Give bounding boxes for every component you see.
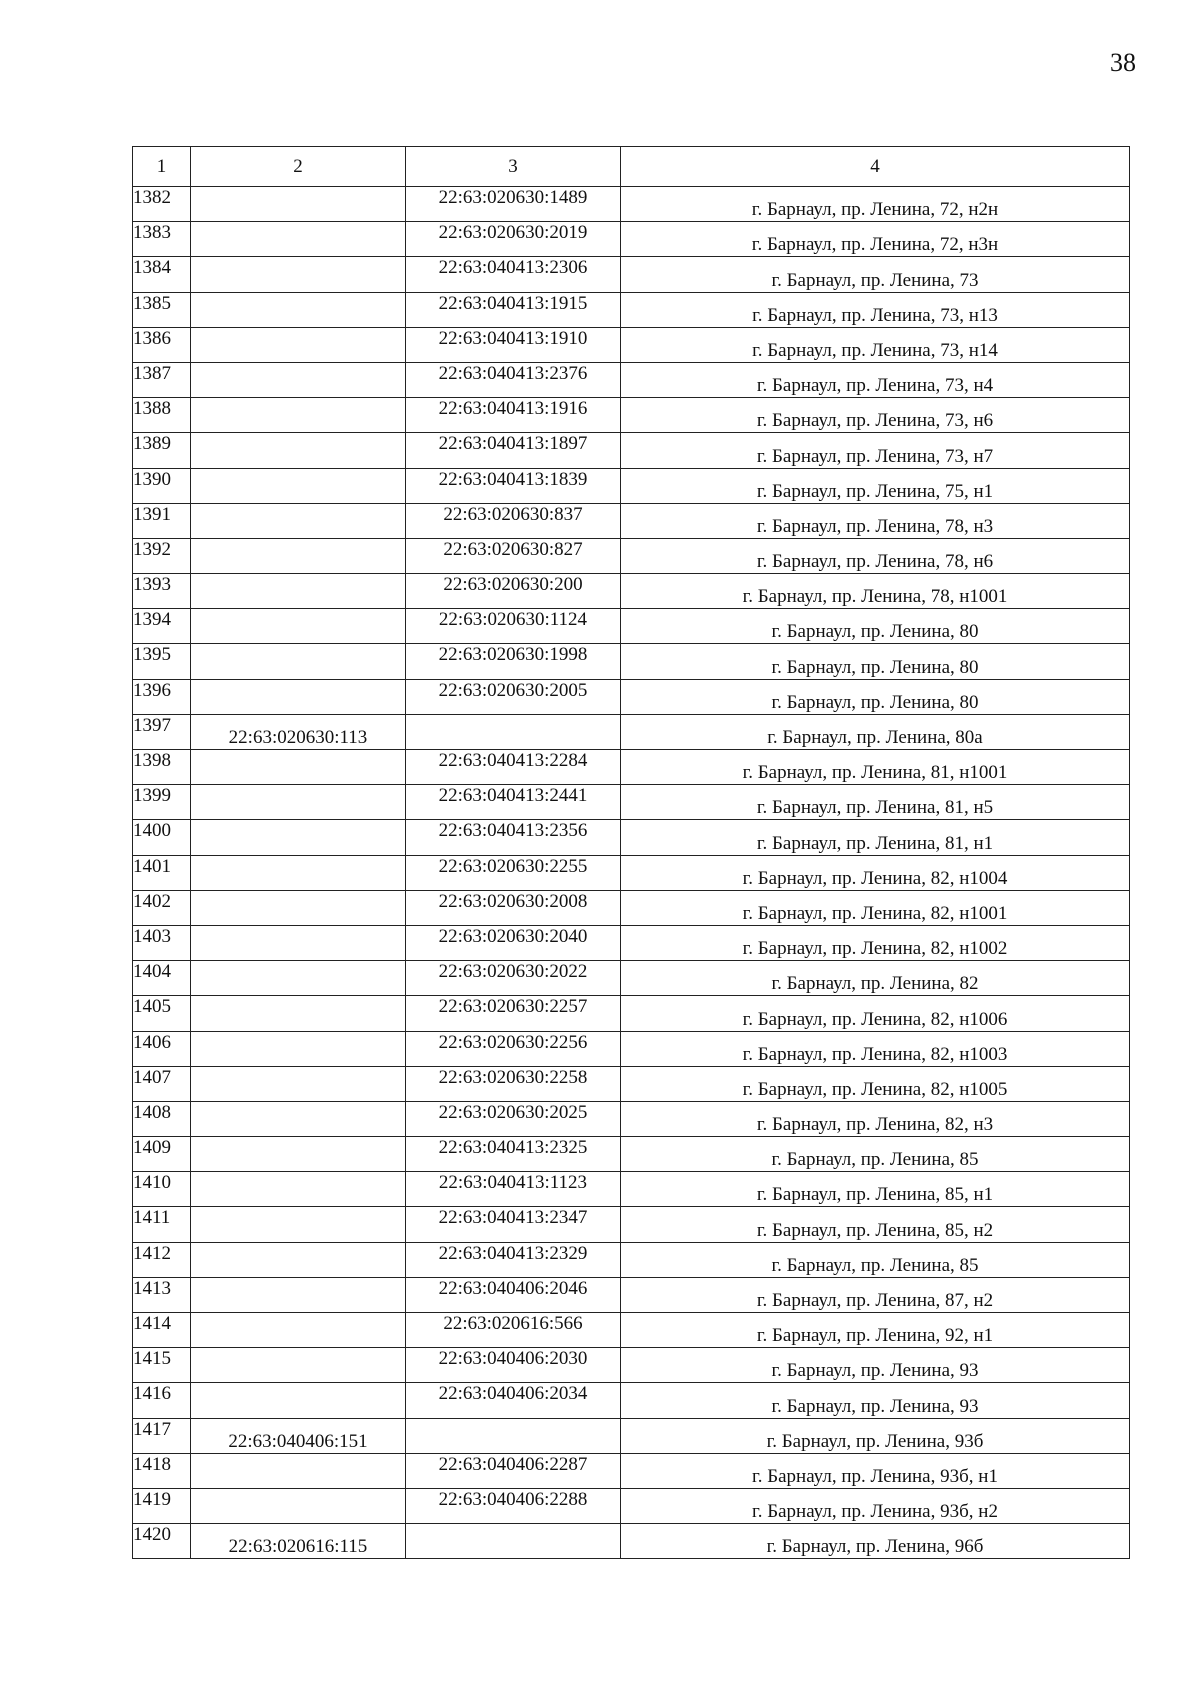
object-cadastral-number-cell: 22:63:040413:1915: [406, 292, 621, 327]
object-cadastral-number-cell: 22:63:040413:2356: [406, 820, 621, 855]
row-number-cell: 1415: [133, 1348, 191, 1383]
object-cadastral-number-cell: 22:63:020630:2255: [406, 855, 621, 890]
row-number-cell: 1398: [133, 750, 191, 785]
row-number-cell: 1387: [133, 362, 191, 397]
row-number-cell: 1393: [133, 574, 191, 609]
object-cadastral-number-cell: 22:63:040406:2030: [406, 1348, 621, 1383]
row-number-cell: 1391: [133, 503, 191, 538]
address-cell: г. Барнаул, пр. Ленина, 72, н2н: [621, 187, 1130, 222]
object-cadastral-number-cell: 22:63:040413:1910: [406, 327, 621, 362]
row-number-cell: 1412: [133, 1242, 191, 1277]
address-cell: г. Барнаул, пр. Ленина, 73, н13: [621, 292, 1130, 327]
row-number-cell: 1410: [133, 1172, 191, 1207]
address-cell: г. Барнаул, пр. Ленина, 80: [621, 644, 1130, 679]
row-number-cell: 1382: [133, 187, 191, 222]
address-cell: г. Барнаул, пр. Ленина, 87, н2: [621, 1277, 1130, 1312]
land-cadastral-number-cell: [191, 1242, 406, 1277]
object-cadastral-number-cell: 22:63:040413:2329: [406, 1242, 621, 1277]
header-col-4: 4: [621, 147, 1130, 187]
land-cadastral-number-cell: [191, 433, 406, 468]
address-cell: г. Барнаул, пр. Ленина, 72, н3н: [621, 222, 1130, 257]
table-row: [133, 609, 1130, 644]
address-cell: г. Барнаул, пр. Ленина, 82, н1001: [621, 890, 1130, 925]
header-col-3: 3: [406, 147, 621, 187]
object-cadastral-number-cell: 22:63:040413:1897: [406, 433, 621, 468]
register-table: [132, 146, 1130, 1559]
table-row: [133, 890, 1130, 925]
address-cell: г. Барнаул, пр. Ленина, 80: [621, 679, 1130, 714]
table-row: [133, 1207, 1130, 1242]
object-cadastral-number-cell: 22:63:020630:2008: [406, 890, 621, 925]
land-cadastral-number-cell: [191, 257, 406, 292]
address-cell: г. Барнаул, пр. Ленина, 96б: [621, 1524, 1130, 1559]
object-cadastral-number-cell: 22:63:040406:2287: [406, 1453, 621, 1488]
table-row: [133, 785, 1130, 820]
land-cadastral-number-cell: [191, 1383, 406, 1418]
table-row: [133, 1418, 1130, 1453]
row-number-cell: 1397: [133, 714, 191, 749]
header-col-1: 1: [133, 147, 191, 187]
land-cadastral-number-cell: [191, 292, 406, 327]
table-row: [133, 1488, 1130, 1523]
object-cadastral-number-cell: 22:63:020630:1489: [406, 187, 621, 222]
object-cadastral-number-cell: 22:63:040413:1916: [406, 398, 621, 433]
address-cell: г. Барнаул, пр. Ленина, 93: [621, 1348, 1130, 1383]
address-cell: г. Барнаул, пр. Ленина, 73, н4: [621, 362, 1130, 397]
object-cadastral-number-cell: 22:63:040413:2325: [406, 1137, 621, 1172]
object-cadastral-number-cell: 22:63:020630:2022: [406, 961, 621, 996]
table-row: [133, 187, 1130, 222]
table-row: [133, 925, 1130, 960]
table-row: [133, 1172, 1130, 1207]
land-cadastral-number-cell: [191, 1101, 406, 1136]
row-number-cell: 1411: [133, 1207, 191, 1242]
object-cadastral-number-cell: 22:63:040413:2284: [406, 750, 621, 785]
table-row: [133, 1137, 1130, 1172]
address-cell: г. Барнаул, пр. Ленина, 93б, н2: [621, 1488, 1130, 1523]
row-number-cell: 1392: [133, 538, 191, 573]
row-number-cell: 1390: [133, 468, 191, 503]
table-row: [133, 961, 1130, 996]
row-number-cell: 1418: [133, 1453, 191, 1488]
object-cadastral-number-cell: [406, 1524, 621, 1559]
row-number-cell: 1386: [133, 327, 191, 362]
address-cell: г. Барнаул, пр. Ленина, 82, н1002: [621, 925, 1130, 960]
address-cell: г. Барнаул, пр. Ленина, 80: [621, 609, 1130, 644]
row-number-cell: 1400: [133, 820, 191, 855]
row-number-cell: 1414: [133, 1313, 191, 1348]
table-row: [133, 327, 1130, 362]
land-cadastral-number-cell: [191, 503, 406, 538]
land-cadastral-number-cell: [191, 1172, 406, 1207]
address-cell: г. Барнаул, пр. Ленина, 85: [621, 1242, 1130, 1277]
address-cell: г. Барнаул, пр. Ленина, 85: [621, 1137, 1130, 1172]
address-cell: г. Барнаул, пр. Ленина, 81, н1001: [621, 750, 1130, 785]
table-row: [133, 362, 1130, 397]
address-cell: г. Барнаул, пр. Ленина, 81, н1: [621, 820, 1130, 855]
address-cell: г. Барнаул, пр. Ленина, 78, н3: [621, 503, 1130, 538]
object-cadastral-number-cell: 22:63:020630:2257: [406, 996, 621, 1031]
row-number-cell: 1401: [133, 855, 191, 890]
table-row: [133, 1242, 1130, 1277]
land-cadastral-number-cell: [191, 362, 406, 397]
object-cadastral-number-cell: [406, 714, 621, 749]
address-cell: г. Барнаул, пр. Ленина, 82, н1003: [621, 1031, 1130, 1066]
address-cell: г. Барнаул, пр. Ленина, 85, н1: [621, 1172, 1130, 1207]
object-cadastral-number-cell: 22:63:020630:2256: [406, 1031, 621, 1066]
land-cadastral-number-cell: [191, 327, 406, 362]
land-cadastral-number-cell: [191, 996, 406, 1031]
land-cadastral-number-cell: [191, 890, 406, 925]
object-cadastral-number-cell: 22:63:020630:1124: [406, 609, 621, 644]
page-number: 38: [1110, 48, 1136, 77]
object-cadastral-number-cell: 22:63:040413:2306: [406, 257, 621, 292]
land-cadastral-number-cell: [191, 785, 406, 820]
object-cadastral-number-cell: 22:63:020616:566: [406, 1313, 621, 1348]
object-cadastral-number-cell: 22:63:020630:2040: [406, 925, 621, 960]
table-row: [133, 644, 1130, 679]
land-cadastral-number-cell: [191, 187, 406, 222]
table-row: [133, 679, 1130, 714]
row-number-cell: 1417: [133, 1418, 191, 1453]
land-cadastral-number-cell: [191, 609, 406, 644]
address-cell: г. Барнаул, пр. Ленина, 93б: [621, 1418, 1130, 1453]
land-cadastral-number-cell: [191, 820, 406, 855]
land-cadastral-number-cell: [191, 222, 406, 257]
land-cadastral-number-cell: [191, 398, 406, 433]
object-cadastral-number-cell: 22:63:040406:2288: [406, 1488, 621, 1523]
table-row: [133, 433, 1130, 468]
address-cell: г. Барнаул, пр. Ленина, 78, н6: [621, 538, 1130, 573]
row-number-cell: 1396: [133, 679, 191, 714]
land-cadastral-number-cell: 22:63:020616:115: [191, 1524, 406, 1559]
address-cell: г. Барнаул, пр. Ленина, 82, н1006: [621, 996, 1130, 1031]
object-cadastral-number-cell: 22:63:020630:2258: [406, 1066, 621, 1101]
row-number-cell: 1420: [133, 1524, 191, 1559]
row-number-cell: 1402: [133, 890, 191, 925]
address-cell: г. Барнаул, пр. Ленина, 82, н3: [621, 1101, 1130, 1136]
address-cell: г. Барнаул, пр. Ленина, 93б, н1: [621, 1453, 1130, 1488]
row-number-cell: 1384: [133, 257, 191, 292]
object-cadastral-number-cell: 22:63:020630:827: [406, 538, 621, 573]
object-cadastral-number-cell: 22:63:020630:200: [406, 574, 621, 609]
address-cell: г. Барнаул, пр. Ленина, 92, н1: [621, 1313, 1130, 1348]
land-cadastral-number-cell: [191, 574, 406, 609]
header-row: [133, 147, 1130, 187]
table-row: [133, 1101, 1130, 1136]
land-cadastral-number-cell: [191, 1277, 406, 1312]
table-row: [133, 1066, 1130, 1101]
row-number-cell: 1416: [133, 1383, 191, 1418]
row-number-cell: 1395: [133, 644, 191, 679]
row-number-cell: 1419: [133, 1488, 191, 1523]
table-body: [133, 187, 1130, 1559]
land-cadastral-number-cell: [191, 644, 406, 679]
address-cell: г. Барнаул, пр. Ленина, 73, н14: [621, 327, 1130, 362]
table-row: [133, 292, 1130, 327]
land-cadastral-number-cell: [191, 925, 406, 960]
address-cell: г. Барнаул, пр. Ленина, 85, н2: [621, 1207, 1130, 1242]
table-row: [133, 398, 1130, 433]
land-cadastral-number-cell: [191, 1137, 406, 1172]
object-cadastral-number-cell: 22:63:020630:837: [406, 503, 621, 538]
object-cadastral-number-cell: 22:63:040406:2046: [406, 1277, 621, 1312]
table-row: [133, 1031, 1130, 1066]
object-cadastral-number-cell: [406, 1418, 621, 1453]
land-cadastral-number-cell: [191, 538, 406, 573]
land-cadastral-number-cell: [191, 679, 406, 714]
object-cadastral-number-cell: 22:63:040413:1123: [406, 1172, 621, 1207]
address-cell: г. Барнаул, пр. Ленина, 78, н1001: [621, 574, 1130, 609]
land-cadastral-number-cell: [191, 1348, 406, 1383]
address-cell: г. Барнаул, пр. Ленина, 93: [621, 1383, 1130, 1418]
object-cadastral-number-cell: 22:63:040413:2347: [406, 1207, 621, 1242]
land-cadastral-number-cell: [191, 1031, 406, 1066]
row-number-cell: 1413: [133, 1277, 191, 1312]
address-cell: г. Барнаул, пр. Ленина, 80а: [621, 714, 1130, 749]
address-cell: г. Барнаул, пр. Ленина, 81, н5: [621, 785, 1130, 820]
row-number-cell: 1388: [133, 398, 191, 433]
row-number-cell: 1407: [133, 1066, 191, 1101]
object-cadastral-number-cell: 22:63:040413:2441: [406, 785, 621, 820]
land-cadastral-number-cell: [191, 750, 406, 785]
address-cell: г. Барнаул, пр. Ленина, 73: [621, 257, 1130, 292]
address-cell: г. Барнаул, пр. Ленина, 82, н1005: [621, 1066, 1130, 1101]
land-cadastral-number-cell: [191, 1207, 406, 1242]
table-header: [133, 147, 1130, 187]
row-number-cell: 1383: [133, 222, 191, 257]
table-row: [133, 1383, 1130, 1418]
table-row: [133, 574, 1130, 609]
land-cadastral-number-cell: 22:63:020630:113: [191, 714, 406, 749]
row-number-cell: 1389: [133, 433, 191, 468]
table-row: [133, 820, 1130, 855]
object-cadastral-number-cell: 22:63:040413:2376: [406, 362, 621, 397]
table-row: [133, 1453, 1130, 1488]
row-number-cell: 1403: [133, 925, 191, 960]
table-row: [133, 222, 1130, 257]
table-row: [133, 855, 1130, 890]
table-row: [133, 1313, 1130, 1348]
land-cadastral-number-cell: [191, 1313, 406, 1348]
object-cadastral-number-cell: 22:63:020630:2025: [406, 1101, 621, 1136]
row-number-cell: 1405: [133, 996, 191, 1031]
address-cell: г. Барнаул, пр. Ленина, 75, н1: [621, 468, 1130, 503]
table-row: [133, 538, 1130, 573]
row-number-cell: 1385: [133, 292, 191, 327]
row-number-cell: 1404: [133, 961, 191, 996]
table-row: [133, 1524, 1130, 1559]
row-number-cell: 1394: [133, 609, 191, 644]
table-row: [133, 996, 1130, 1031]
table-row: [133, 468, 1130, 503]
table-row: [133, 714, 1130, 749]
land-cadastral-number-cell: [191, 1453, 406, 1488]
table-row: [133, 750, 1130, 785]
object-cadastral-number-cell: 22:63:020630:1998: [406, 644, 621, 679]
land-cadastral-number-cell: 22:63:040406:151: [191, 1418, 406, 1453]
header-col-2: 2: [191, 147, 406, 187]
row-number-cell: 1408: [133, 1101, 191, 1136]
land-cadastral-number-cell: [191, 961, 406, 996]
row-number-cell: 1409: [133, 1137, 191, 1172]
table-row: [133, 1348, 1130, 1383]
address-cell: г. Барнаул, пр. Ленина, 73, н6: [621, 398, 1130, 433]
table-row: [133, 503, 1130, 538]
table-row: [133, 257, 1130, 292]
address-cell: г. Барнаул, пр. Ленина, 82: [621, 961, 1130, 996]
object-cadastral-number-cell: 22:63:040406:2034: [406, 1383, 621, 1418]
table-row: [133, 1277, 1130, 1312]
land-cadastral-number-cell: [191, 1488, 406, 1523]
land-cadastral-number-cell: [191, 1066, 406, 1101]
object-cadastral-number-cell: 22:63:020630:2019: [406, 222, 621, 257]
address-cell: г. Барнаул, пр. Ленина, 82, н1004: [621, 855, 1130, 890]
row-number-cell: 1399: [133, 785, 191, 820]
object-cadastral-number-cell: 22:63:040413:1839: [406, 468, 621, 503]
row-number-cell: 1406: [133, 1031, 191, 1066]
address-cell: г. Барнаул, пр. Ленина, 73, н7: [621, 433, 1130, 468]
land-cadastral-number-cell: [191, 855, 406, 890]
land-cadastral-number-cell: [191, 468, 406, 503]
object-cadastral-number-cell: 22:63:020630:2005: [406, 679, 621, 714]
